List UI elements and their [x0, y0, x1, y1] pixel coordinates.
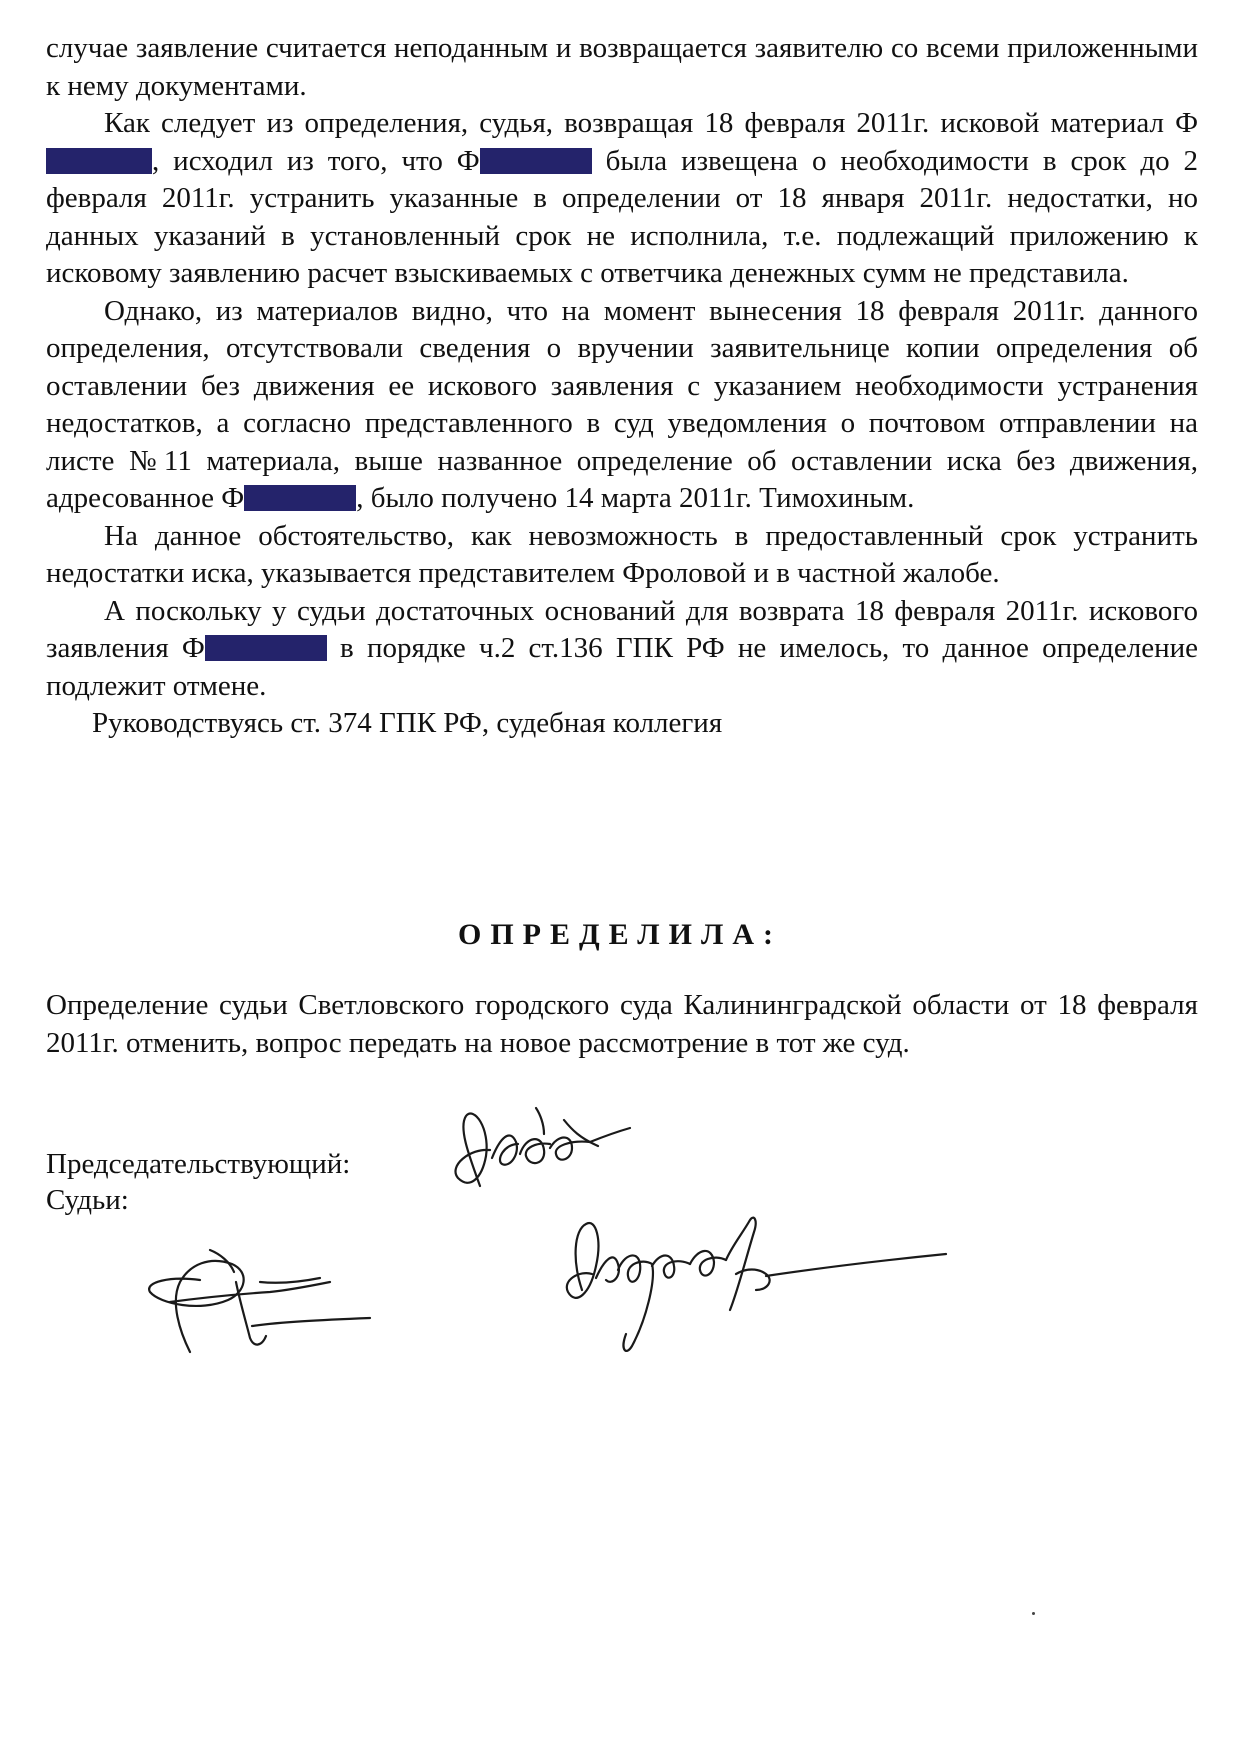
paragraph-2	[46, 105, 1198, 293]
paragraph-5-part-a: А поскольку у судьи достаточных оснований для возврата 18 февраля 2011г. искового заявления Ф	[46, 594, 1198, 664]
presiding-judge-signature	[440, 1098, 670, 1208]
paragraph-4: На данное обстоятельство, как невозможность в предоставленный срок устранить недостатки иска, указывается представителем Фроловой и в частной жалобе.	[46, 519, 1198, 589]
paragraph-6: Руководствуясь ст. 374 ГПК РФ, судебная коллегия	[92, 707, 723, 739]
judge-signature-2	[546, 1210, 986, 1360]
paragraph-5	[46, 593, 1198, 706]
redaction-block	[480, 148, 592, 174]
scan-speck	[1032, 1612, 1035, 1615]
paragraph-3	[46, 293, 1198, 518]
redaction-block	[46, 148, 152, 174]
paragraph-5-part-b: в порядке ч.2 ст.136 ГПК РФ не имелось, то данное определение подлежит отмене.	[46, 632, 1198, 702]
ruling-heading: ОПРЕДЕЛИЛА:	[458, 918, 782, 951]
paragraph-2-part-a: Как следует из определения, судья, возвращая 18 февраля 2011г. исковой материал Ф	[104, 107, 1198, 139]
paragraph-1: случае заявление считается неподанным и возвращается заявителю со всеми приложенными к нему документами.	[46, 32, 1198, 102]
redaction-block	[244, 485, 356, 511]
judge-signature-1	[140, 1242, 400, 1362]
document-body	[46, 30, 1198, 743]
paragraph-3-part-b: , было получено 14 марта 2011г. Тимохиным.	[356, 482, 915, 514]
ruling-text: Определение судьи Светловского городского суда Калининградской области от 18 февраля 2011г. отменить, вопрос передать на новое рассмотрение в тот же суд.	[46, 989, 1198, 1059]
judges-label: Судьи:	[46, 1184, 129, 1216]
redaction-block	[205, 635, 327, 661]
paragraph-2-part-c: была извещена о необходимости в срок до 2 февраля 2011г. устранить указанные в определении от 18 января 2011г. недостатки, но данных указаний в установленный срок не исполнила, т.е. подлежащий приложению к исковому заявлению расчет взыскиваемых с ответчика денежных сумм не представила.	[46, 144, 1198, 289]
presiding-judge-label: Председательствующий:	[46, 1148, 351, 1180]
paragraph-3-part-a: Однако, из материалов видно, что на момент вынесения 18 февраля 2011г. данного определения, отсутствовали сведения о вручении заявительнице копии определения об оставлении без движения ее искового заявления с указанием необходимости устранения недостатков, а согласно представленного в суд уведомления о почтовом отправлении на листе №11 материала, выше названное определение об оставлении иска без движения, адресованное Ф	[46, 294, 1198, 514]
paragraph-2-part-b: , исходил из того, что Ф	[152, 144, 480, 177]
